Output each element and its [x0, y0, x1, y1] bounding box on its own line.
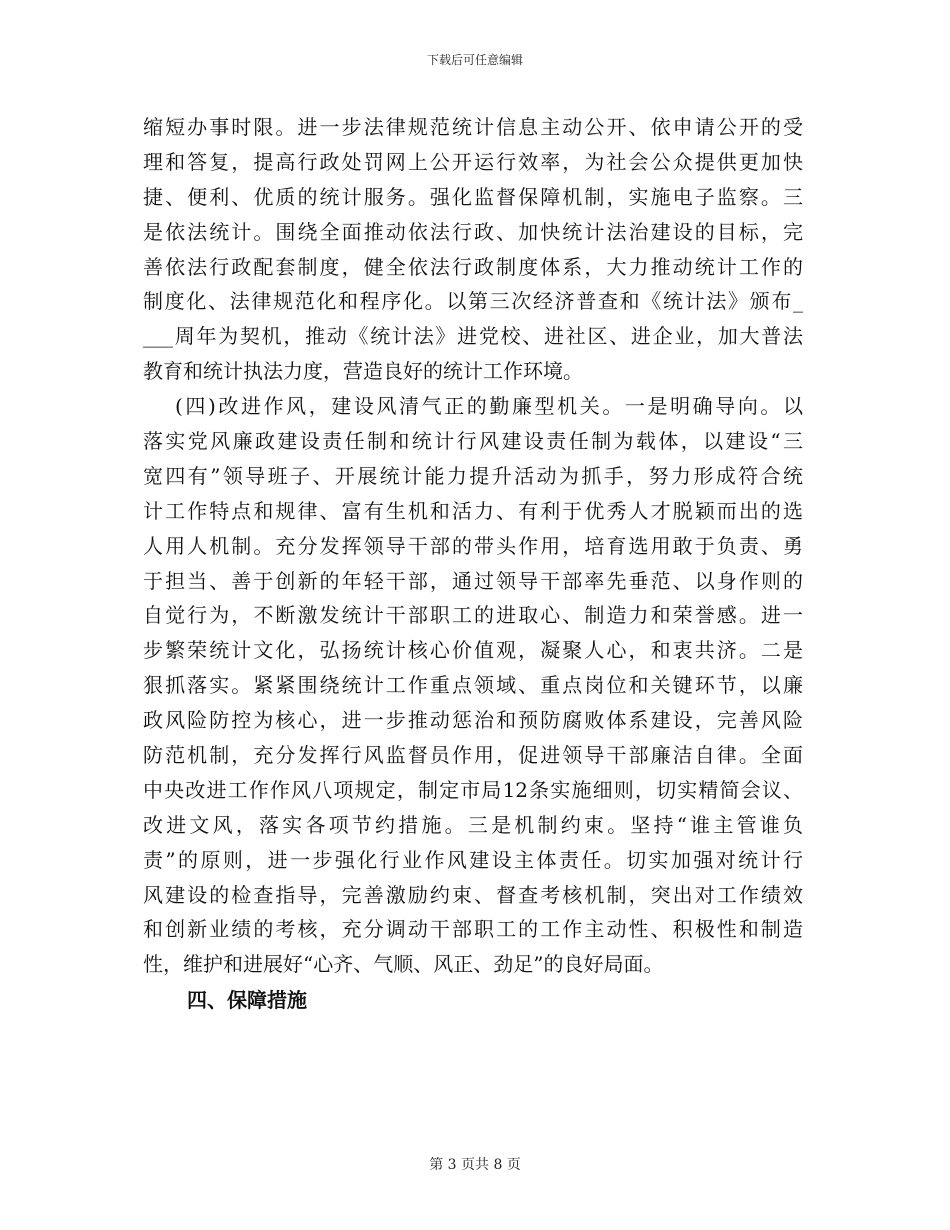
paragraph-line: 风建设的检查指导，完善激励约束、督查考核机制，突出对工作绩效 — [143, 882, 803, 907]
page-header: 下载后可任意编辑 — [426, 53, 523, 67]
paragraph-line: 缩短办事时限。进一步法律规范统计信息主动公开、依申请公开的受 — [143, 115, 803, 139]
document-body — [143, 110, 803, 1018]
page-number: 第 3 页共 8 页 — [429, 1157, 521, 1173]
paragraph-line: 宽四有”领导班子、开展统计能力提升活动为抓手，努力形成符合统 — [143, 463, 803, 488]
paragraph-line: 人用人机制。充分发挥领导干部的带头作用，培育选用敢于负责、勇 — [143, 533, 803, 558]
paragraph-line: 自觉行为，不断激发统计干部职工的进取心、制造力和荣誉感。进一 — [143, 603, 803, 628]
paragraph-line: 政风险防控为核心，进一步推动惩治和预防腐败体系建设，完善风险 — [143, 708, 803, 733]
paragraph-line: 防范机制，充分发挥行风监督员作用，促进领导干部廉洁自律。全面 — [143, 743, 803, 768]
paragraph-line: 责”的原则，进一步强化行业作风建设主体责任。切实加强对统计行 — [143, 847, 803, 872]
paragraph-line: 于担当、善于创新的年轻干部，通过领导干部率先垂范、以身作则的 — [143, 568, 803, 593]
paragraph-line: 捷、便利、优质的统计服务。强化监督保障机制，实施电子监察。三 — [143, 184, 803, 209]
section-heading: 四、保障措施 — [187, 988, 307, 1013]
paragraph-line: (四)改进作风，建设风清气正的勤廉型机关。一是明确导向。以 — [175, 394, 803, 419]
paragraph-line: 善依法行政配套制度，健全依法行政制度体系，大力推动统计工作的 — [143, 254, 803, 279]
paragraph-line: 中央改进工作作风八项规定，制定市局12条实施细则，切实精简会议、 — [143, 777, 803, 802]
paragraph-line: 和创新业绩的考核，充分调动干部职工的工作主动性、积极性和制造 — [143, 917, 803, 942]
paragraph-line: 是依法统计。围绕全面推动依法行政、加快统计法治建设的目标，完 — [143, 219, 803, 244]
paragraph-line: 理和答复，提高行政处罚网上公开运行效率，为社会公众提供更加快 — [143, 149, 803, 174]
paragraph-line: 狠抓落实。紧紧围绕统计工作重点领域、重点岗位和关键环节，以廉 — [143, 673, 803, 698]
paragraph-line: 性，维护和进展好“心齐、气顺、风正、劲足”的良好局面。 — [143, 952, 664, 977]
paragraph-line: 落实党风廉政建设责任制和统计行风建设责任制为载体，以建设“三 — [143, 429, 803, 454]
paragraph-line: 教育和统计执法力度，营造良好的统计工作环境。 — [143, 359, 583, 384]
paragraph-line: 计工作特点和规律、富有生机和活力、有利于优秀人才脱颖而出的选 — [143, 498, 803, 523]
paragraph-line: 改进文风，落实各项节约措施。三是机制约束。坚持“谁主管谁负 — [143, 812, 803, 837]
paragraph-line: 制度化、法律规范化和程序化。以第三次经济普查和《统计法》颁布_ — [143, 289, 803, 314]
paragraph-line: ___周年为契机，推动《统计法》进党校、进社区、进企业，加大普法 — [143, 324, 803, 349]
paragraph-line: 步繁荣统计文化，弘扬统计核心价值观，凝聚人心，和衷共济。二是 — [143, 638, 803, 663]
